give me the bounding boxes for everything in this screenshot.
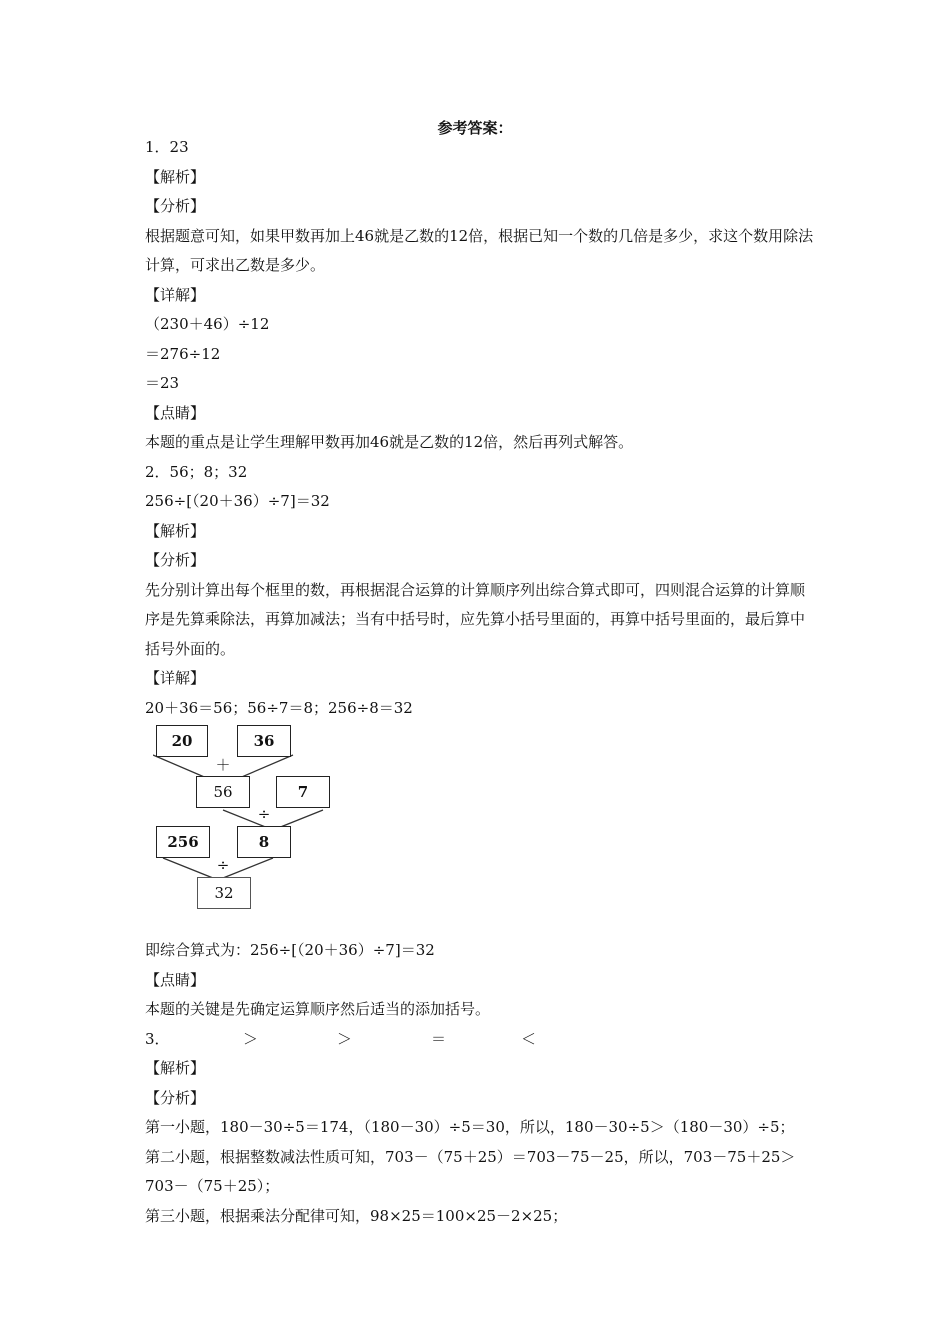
q2-comment: 本题的关键是先确定运算顺序然后适当的添加括号。 (145, 1000, 491, 1018)
op-divide-1: ÷ (257, 805, 271, 823)
q2-combined: 即综合算式为：256÷[（20＋36）÷7]＝32 (145, 941, 435, 959)
q3-jiexi-heading: 【解析】 (145, 1059, 206, 1077)
q1-step-3: ＝23 (145, 374, 180, 392)
q3-sign-1: ＞ (243, 1029, 259, 1048)
q3-part-3: 第三小题，根据乘法分配律可知，98×25＝100×25－2×25； (145, 1206, 568, 1225)
q1-jiexi-heading: 【解析】 (145, 167, 206, 186)
op-plus: ＋ (215, 756, 231, 774)
q2-xiangjie-heading: 【详解】 (145, 669, 206, 687)
q1-fenxi-heading: 【分析】 (145, 197, 206, 215)
flow-diagram (153, 725, 353, 930)
q3-fenxi-heading: 【分析】 (145, 1088, 206, 1107)
q3-sign-4: ＜ (521, 1029, 537, 1048)
q3-sign-3: ＝ (431, 1029, 447, 1048)
q3-answer-line (145, 1025, 815, 1055)
box-32: 32 (197, 877, 251, 909)
q2-fenxi-heading: 【分析】 (145, 551, 206, 569)
box-7: 7 (276, 776, 330, 808)
q2-dianjing-heading: 【点睛】 (145, 970, 206, 989)
q3-part-2: 第二小题，根据整数减法性质可知，703－（75＋25）＝703－75－25，所以，703－75＋25＞703－（75＋25）； (145, 1147, 796, 1195)
box-56: 56 (196, 776, 250, 808)
q1-step-1: （230＋46）÷12 (145, 315, 270, 333)
q2-jiexi-heading: 【解析】 (145, 521, 206, 540)
q3-sign-2: ＞ (337, 1029, 353, 1048)
q1-comment: 本题的重点是让学生理解甲数再加46就是乙数的12倍，然后再列式解答。 (145, 433, 634, 451)
q3-number: 3． (145, 1029, 170, 1048)
q2-analysis: 先分别计算出每个框里的数，再根据混合运算的计算顺序列出综合算式即可，四则混合运算的计算顺序是先算乘除法，再算加减法；当有中括号时，应先算小括号里面的，再算中括号里面的，最后算中括号外面的。 (145, 580, 806, 658)
box-8: 8 (237, 826, 291, 858)
q3-part-1: 第一小题，180－30÷5＝174，（180－30）÷5＝30，所以，180－30÷5＞（180－30）÷5； (145, 1118, 795, 1136)
box-20: 20 (156, 725, 208, 757)
box-36: 36 (237, 725, 291, 757)
page-title: 参考答案： (437, 119, 513, 137)
box-256: 256 (156, 826, 210, 858)
q1-dianjing-heading: 【点睛】 (145, 403, 206, 422)
q1-analysis: 根据题意可知，如果甲数再加上46就是乙数的12倍，根据已知一个数的几倍是多少，求这个数用除法计算，可求出乙数是多少。 (145, 226, 814, 274)
answer-content (145, 133, 815, 1231)
q1-number: 1．23 (145, 138, 189, 156)
q1-step-2: ＝276÷12 (145, 344, 221, 363)
q1-xiangjie-heading: 【详解】 (145, 285, 206, 304)
q2-number: 2．56；8；32 (145, 462, 248, 481)
q2-formula: 256÷[（20＋36）÷7]＝32 (145, 492, 330, 510)
q2-calc: 20＋36＝56；56÷7＝8；256÷8＝32 (145, 698, 413, 717)
op-divide-2: ÷ (216, 856, 230, 874)
